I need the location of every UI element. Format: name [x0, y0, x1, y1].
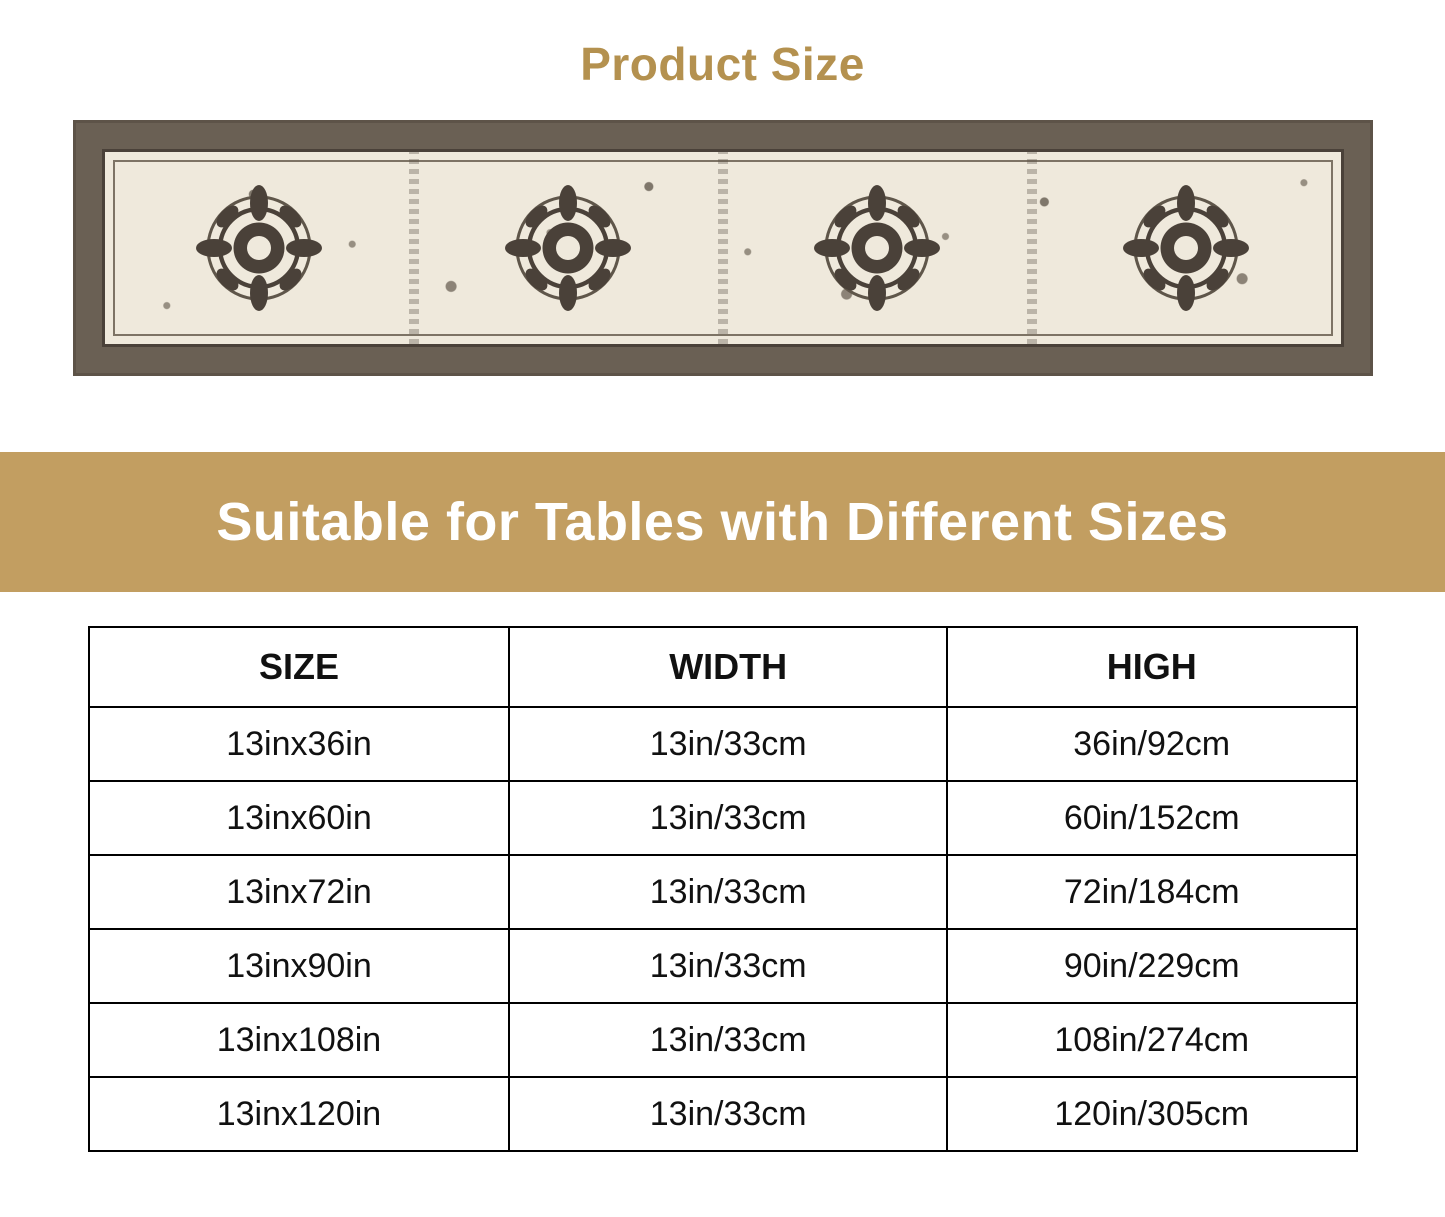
suitable-sizes-banner	[0, 452, 1445, 592]
cell-high: 72in/184cm	[947, 855, 1357, 929]
cell-size: 13inx72in	[89, 855, 510, 929]
medallion-icon	[493, 173, 643, 323]
cell-size: 13inx60in	[89, 781, 510, 855]
runner-medallion-row	[105, 152, 1341, 344]
size-table	[88, 626, 1358, 1152]
medallion-icon	[184, 173, 334, 323]
table-row	[89, 1003, 1357, 1077]
medallion-icon	[1111, 173, 1261, 323]
table-runner-image	[73, 120, 1373, 376]
runner-field	[102, 149, 1344, 347]
cell-width: 13in/33cm	[509, 855, 946, 929]
cell-high: 90in/229cm	[947, 929, 1357, 1003]
table-row	[89, 855, 1357, 929]
column-header-size: SIZE	[89, 627, 510, 707]
cell-width: 13in/33cm	[509, 781, 946, 855]
cell-width: 13in/33cm	[509, 929, 946, 1003]
table-row	[89, 929, 1357, 1003]
cell-width: 13in/33cm	[509, 1077, 946, 1151]
cell-high: 108in/274cm	[947, 1003, 1357, 1077]
cell-width: 13in/33cm	[509, 1003, 946, 1077]
banner-text: Suitable for Tables with Different Sizes	[216, 492, 1229, 553]
table-row	[89, 1077, 1357, 1151]
cell-size: 13inx108in	[89, 1003, 510, 1077]
cell-high: 60in/152cm	[947, 781, 1357, 855]
table-header-row	[89, 627, 1357, 707]
cell-size: 13inx120in	[89, 1077, 510, 1151]
table-row	[89, 707, 1357, 781]
cell-size: 13inx90in	[89, 929, 510, 1003]
size-table-section	[88, 626, 1358, 1152]
product-size-infographic	[0, 31, 1445, 1152]
medallion-icon	[802, 173, 952, 323]
cell-size: 13inx36in	[89, 707, 510, 781]
column-header-width: WIDTH	[509, 627, 946, 707]
column-header-high: HIGH	[947, 627, 1357, 707]
page-title: Product Size	[580, 37, 865, 90]
table-row	[89, 781, 1357, 855]
product-image-section	[0, 120, 1445, 376]
cell-width: 13in/33cm	[509, 707, 946, 781]
cell-high: 36in/92cm	[947, 707, 1357, 781]
cell-high: 120in/305cm	[947, 1077, 1357, 1151]
